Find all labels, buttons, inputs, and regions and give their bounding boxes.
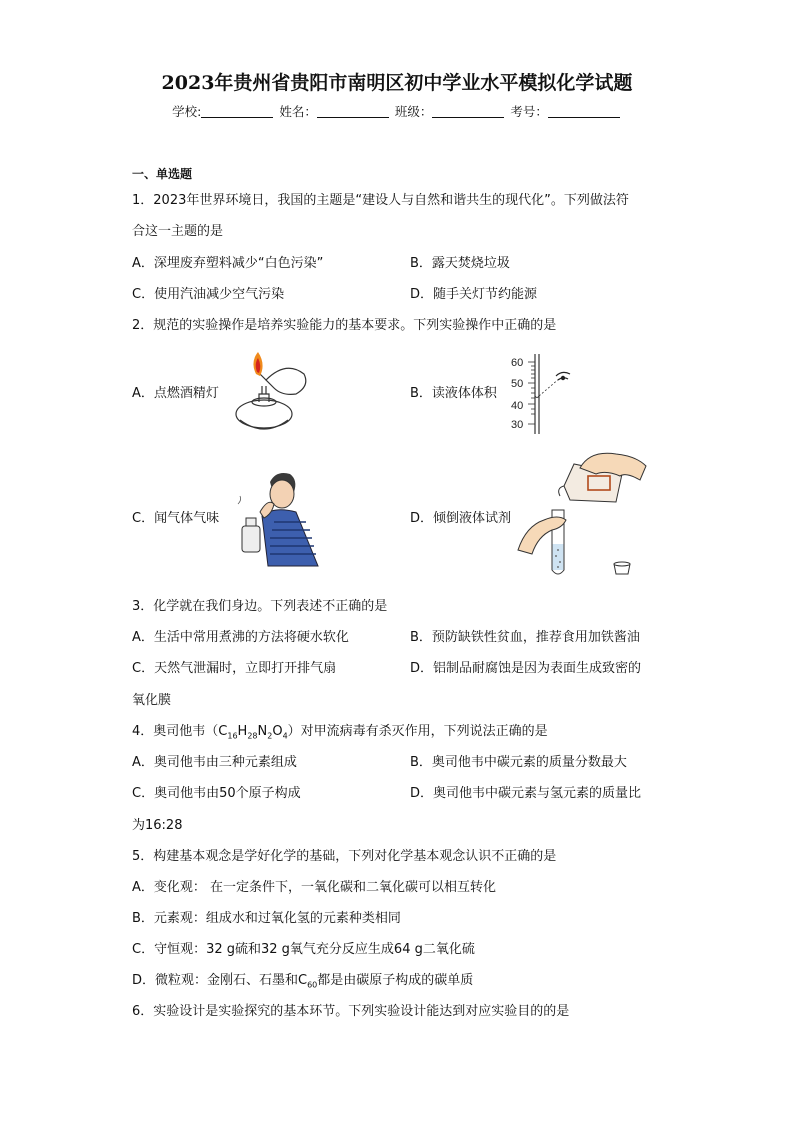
smelling-gas-figure (234, 468, 326, 570)
q1-option-c: C．使用汽油减少空气污染 (132, 287, 285, 302)
alcohol-lamp-figure (226, 350, 312, 438)
q4-stem: 4．奥司他韦$(C_{16}H_{28}N_2O_4)$对甲流病毒有杀灭作用，下列说法正确的是 (132, 724, 548, 741)
alcohol-lamp-icon (236, 386, 292, 429)
section-title: 一、单选题 (132, 167, 193, 181)
school-blank[interactable] (201, 105, 273, 118)
q4-option-b: B．奥司他韦中碳元素的质量分数最大 (410, 755, 627, 770)
q5-option-d: D．微粒观：金刚石、石墨和$C_{60}$都是由碳原子构成的碳单质 (132, 973, 474, 990)
q5-option-a: A．变化观： 在一定条件下，一氧化碳和二氧化碳可以相互转化 (132, 880, 497, 895)
q2-option-b: B．读液体体积 (410, 386, 497, 401)
q1-stem-line1: 1．2023年世界环境日，我国的主题是“建设人与自然和谐共生的现代化”。下列做法符 (132, 193, 629, 208)
student-info-line (0, 102, 794, 120)
pouring-liquid-figure (512, 446, 650, 580)
q3-stem: 3．化学就在我们身边。下列表述不正确的是 (132, 599, 388, 614)
page-title: 2023年贵州省贵阳市南明区初中学业水平模拟化学试题 (161, 72, 633, 94)
graduated-cylinder-figure (502, 352, 574, 436)
q5-stem: 5．构建基本观念是学好化学的基础，下列对化学基本观念认识不正确的是 (132, 849, 557, 864)
q1-option-a: A．深埋废弃塑料减少“白色污染” (132, 256, 324, 271)
school-label: 学校: (172, 104, 202, 119)
exam-no-label: 考号： (510, 104, 548, 119)
sight-line (539, 378, 560, 396)
q4-option-d-line1: D．奥司他韦中碳元素与氢元素的质量比 (410, 786, 642, 801)
q2-stem: 2．规范的实验操作是培养实验能力的基本要求。下列实验操作中正确的是 (132, 318, 557, 333)
eye-icon (556, 372, 570, 380)
q3-option-d-line2: 氧化膜 (132, 693, 172, 708)
q1-option-d: D．随手关灯节约能源 (410, 287, 538, 302)
scale-50: 50 (511, 378, 524, 390)
name-label: 姓名： (279, 104, 317, 119)
q5-option-c: C．守恒观：32 g硫和32 g氧气充分反应生成64 g二氧化硫 (132, 942, 475, 957)
tilted-lamp-icon (258, 368, 306, 394)
q2-option-d: D．倾倒液体试剂 (410, 511, 512, 526)
student-icon (262, 473, 318, 566)
q4-option-d-line2: 为16:28 (132, 818, 183, 833)
q6-stem: 6．实验设计是实验探究的基本环节。下列实验设计能达到对应实验目的的是 (132, 1004, 570, 1019)
q2-option-a: A．点燃酒精灯 (132, 386, 219, 401)
q1-option-b: B．露天焚烧垃圾 (410, 256, 510, 271)
bottle-stopper-icon (614, 562, 630, 574)
q3-option-d-line1: D．铝制品耐腐蚀是因为表面生成致密的 (410, 661, 642, 676)
scale-60: 60 (511, 357, 524, 369)
name-blank[interactable] (317, 105, 389, 118)
exam-no-blank[interactable] (548, 105, 620, 118)
class-blank[interactable] (432, 105, 504, 118)
q4-option-c: C．奥司他韦由50个原子构成 (132, 786, 301, 801)
class-label: 班级： (394, 104, 433, 119)
gas-bottle-icon (242, 518, 260, 552)
q4-option-a: A．奥司他韦由三种元素组成 (132, 755, 297, 770)
q5-option-b: B．元素观：组成水和过氧化氢的元素种类相同 (132, 911, 401, 926)
q3-option-b: B．预防缺铁性贫血，推荐食用加铁酱油 (410, 630, 640, 645)
flame-icon (253, 352, 262, 376)
q3-option-a: A．生活中常用煮沸的方法将硬水软化 (132, 630, 349, 645)
q2-option-c: C．闻气体气味 (132, 511, 220, 526)
scale-40: 40 (511, 400, 524, 412)
scale-30: 30 (511, 419, 524, 431)
q1-stem-line2: 合这一主题的是 (132, 224, 224, 239)
q3-option-c: C．天然气泄漏时，立即打开排气扇 (132, 661, 337, 676)
